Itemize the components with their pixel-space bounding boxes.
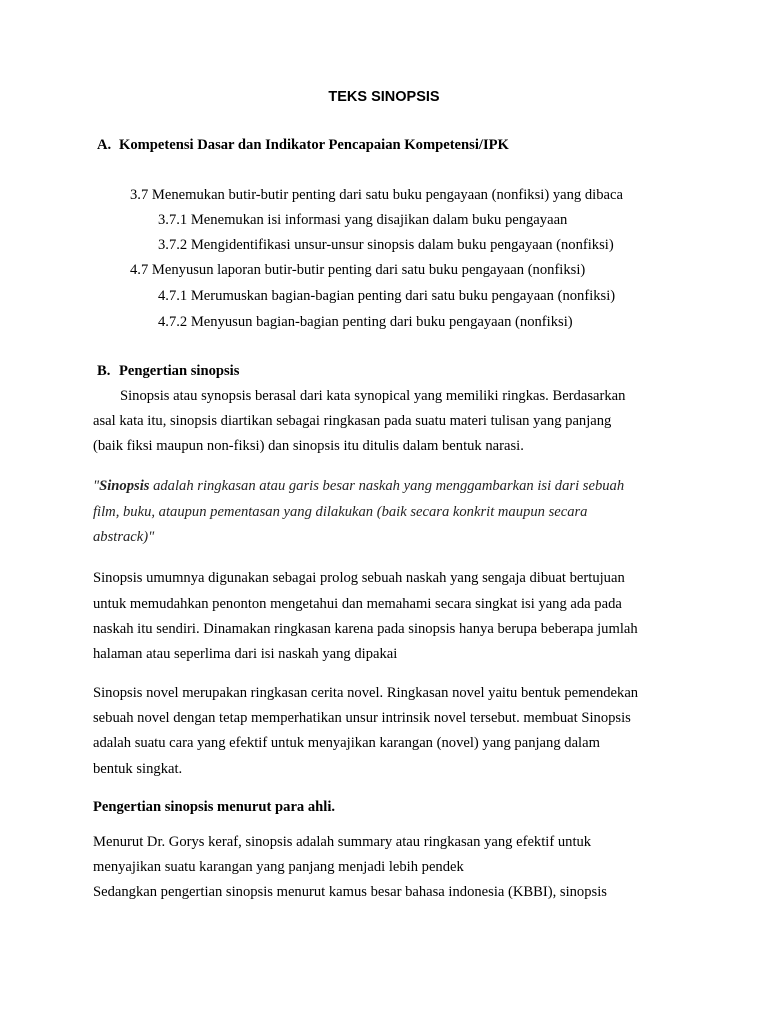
definition-quote-line	[93, 477, 624, 495]
paragraph-line: Sinopsis novel merupakan ringkasan cerita novel. Ringkasan novel yaitu bentuk pemendekan	[93, 685, 639, 701]
paragraph-line: Sinopsis atau synopsis berasal dari kata synopical yang memiliki ringkas. Berdasarkan	[120, 388, 626, 404]
paragraph-line: bentuk singkat.	[93, 761, 183, 777]
quote-line-end: abstrack)	[93, 529, 149, 545]
definition-quote-line	[93, 528, 154, 546]
indicator-item: 3.7.1 Menemukan isi informasi yang disajikan dalam buku pengayaan	[158, 212, 568, 228]
indicator-item: 4.7.1 Merumuskan bagian-bagian penting dari satu buku pengayaan (nonfiksi)	[158, 288, 616, 304]
definition-quote-line: film, buku, ataupun pementasan yang dilakukan (baik secara konkrit maupun secara	[93, 504, 588, 520]
section-a-heading-text: Kompetensi Dasar dan Indikator Pencapaian Kompetensi/IPK	[119, 137, 509, 153]
quote-line-rest: adalah ringkasan atau garis besar naskah yang menggambarkan isi dari sebuah	[149, 478, 625, 494]
section-b-marker: B.	[97, 363, 111, 379]
section-b-heading	[97, 362, 239, 380]
section-b-heading-text: Pengertian sinopsis	[119, 363, 240, 379]
quote-open-mark: "	[93, 478, 100, 494]
paragraph-line: halaman atau seperlima dari isi naskah yang dipakai	[93, 646, 398, 662]
indicator-item: 4.7.2 Menyusun bagian-bagian penting dari buku pengayaan (nonfiksi)	[158, 314, 573, 330]
quote-term: Sinopsis	[99, 478, 150, 494]
competency-item: 4.7 Menyusun laporan butir-butir penting dari satu buku pengayaan (nonfiksi)	[130, 262, 586, 278]
section-a-marker: A.	[97, 137, 112, 153]
paragraph-line: untuk memudahkan penonton mengetahui dan memahami secara singkat isi yang ada pada	[93, 596, 622, 612]
competency-item: 3.7 Menemukan butir-butir penting dari satu buku pengayaan (nonfiksi) yang dibaca	[130, 187, 623, 203]
page-title: TEKS SINOPSIS	[328, 89, 440, 105]
quote-close-mark: "	[148, 529, 155, 545]
paragraph-line: Menurut Dr. Gorys keraf, sinopsis adalah summary atau ringkasan yang efektif untuk	[93, 834, 592, 850]
section-a-heading	[97, 136, 509, 154]
paragraph-line: adalah suatu cara yang efektif untuk menyajikan karangan (novel) yang panjang dalam	[93, 735, 600, 751]
paragraph-line: asal kata itu, sinopsis diartikan sebagai ringkasan pada suatu materi tulisan yang panjang	[93, 413, 612, 429]
experts-heading: Pengertian sinopsis menurut para ahli.	[93, 799, 336, 815]
paragraph-line: Sedangkan pengertian sinopsis menurut kamus besar bahasa indonesia (KBBI), sinopsis	[93, 884, 607, 900]
paragraph-line: naskah itu sendiri. Dinamakan ringkasan karena pada sinopsis hanya berupa beberapa jumlah	[93, 621, 638, 637]
indicator-item: 3.7.2 Mengidentifikasi unsur-unsur sinopsis dalam buku pengayaan (nonfiksi)	[158, 237, 614, 253]
paragraph-line: sebuah novel dengan tetap memperhatikan unsur intrinsik novel tersebut. membuat Sinopsis	[93, 710, 631, 726]
paragraph-line: (baik fiksi maupun non-fiksi) dan sinopsis itu ditulis dalam bentuk narasi.	[93, 438, 524, 454]
paragraph-line: menyajikan suatu karangan yang panjang menjadi lebih pendek	[93, 859, 464, 875]
paragraph-line: Sinopsis umumnya digunakan sebagai prolog sebuah naskah yang sengaja dibuat bertujuan	[93, 570, 625, 586]
